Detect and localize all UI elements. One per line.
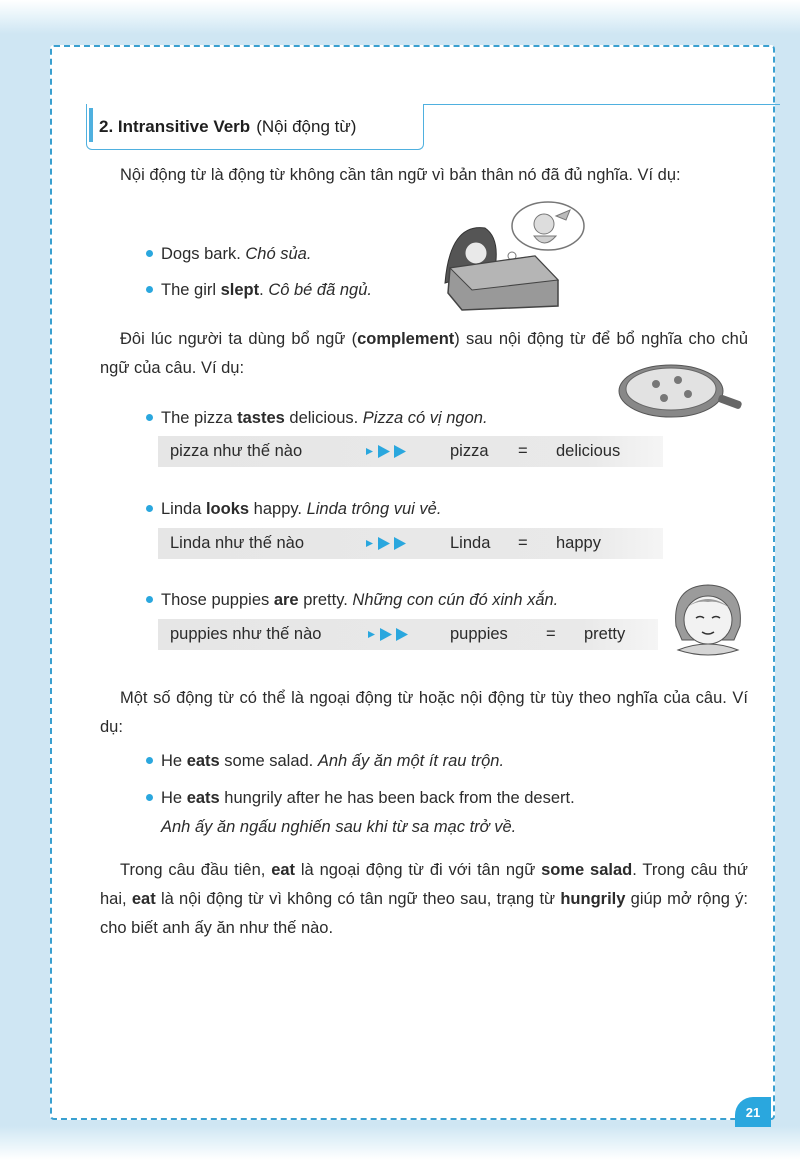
bullet-icon <box>146 414 153 421</box>
explanation-band: pizza như thế nào pizza = delicious <box>158 436 663 467</box>
page-number: 21 <box>735 1097 771 1127</box>
list-item: Linda looks happy. Linda trông vui vẻ. <box>146 497 441 521</box>
arrows-icon <box>366 537 418 550</box>
list-item: He eats some salad. Anh ấy ăn một ít rau trộn. <box>146 749 504 773</box>
list-item: The pizza tastes delicious. Pizza có vị ngon. <box>146 406 488 430</box>
list-item: He eats hungrily after he has been back from the desert. <box>146 786 575 810</box>
bullet-icon <box>146 505 153 512</box>
list-item: Dogs bark. Chó sủa. <box>146 242 311 266</box>
top-background-band <box>0 0 800 34</box>
explanation-band: puppies như thế nào puppies = pretty <box>158 619 658 650</box>
section-title-vi: (Nội động từ) <box>256 116 357 136</box>
bullet-icon <box>146 794 153 801</box>
list-item: The girl slept. Cô bé đã ngủ. <box>146 278 372 302</box>
bullet-icon <box>146 250 153 257</box>
arrows-icon <box>368 628 420 641</box>
section-heading <box>86 104 424 150</box>
list-item-translation: Anh ấy ăn ngấu nghiến sau khi từ sa mạc trở về. <box>161 818 517 836</box>
complement-paragraph: Đôi lúc người ta dùng bổ ngữ (complement) sau nội động từ để bổ nghĩa cho chủ ngữ của câu. Ví dụ: <box>100 330 748 377</box>
page-frame <box>50 45 775 1120</box>
bullet-icon <box>146 596 153 603</box>
list-item: Those puppies are pretty. Những con cún đó xinh xắn. <box>146 588 558 612</box>
conclusion-paragraph: Trong câu đầu tiên, eat là ngoại động từ đi với tân ngữ some salad. Trong câu thứ hai, eat là nội động từ vì không có tân ngữ theo sau, trạng từ hungrily giúp mở rộng ý: cho biết anh ấy ăn như thế nào. <box>100 861 748 937</box>
intro-paragraph: Nội động từ là động từ không cần tân ngữ vì bản thân nó đã đủ nghĩa. Ví dụ: <box>120 166 681 184</box>
girl-illustration <box>668 580 748 662</box>
sleeping-girl-illustration <box>440 198 590 313</box>
explanation-band: Linda như thế nào Linda = happy <box>158 528 663 559</box>
heading-accent-bar <box>89 108 93 142</box>
bullet-icon <box>146 757 153 764</box>
bullet-icon <box>146 286 153 293</box>
pizza-illustration <box>616 360 748 422</box>
both-uses-paragraph: Một số động từ có thể là ngoại động từ hoặc nội động từ tùy theo nghĩa của câu. Ví dụ: <box>100 689 748 736</box>
arrows-icon <box>366 445 418 458</box>
bottom-background-band <box>0 1126 800 1160</box>
section-title: 2. Intransitive Verb <box>99 116 251 136</box>
